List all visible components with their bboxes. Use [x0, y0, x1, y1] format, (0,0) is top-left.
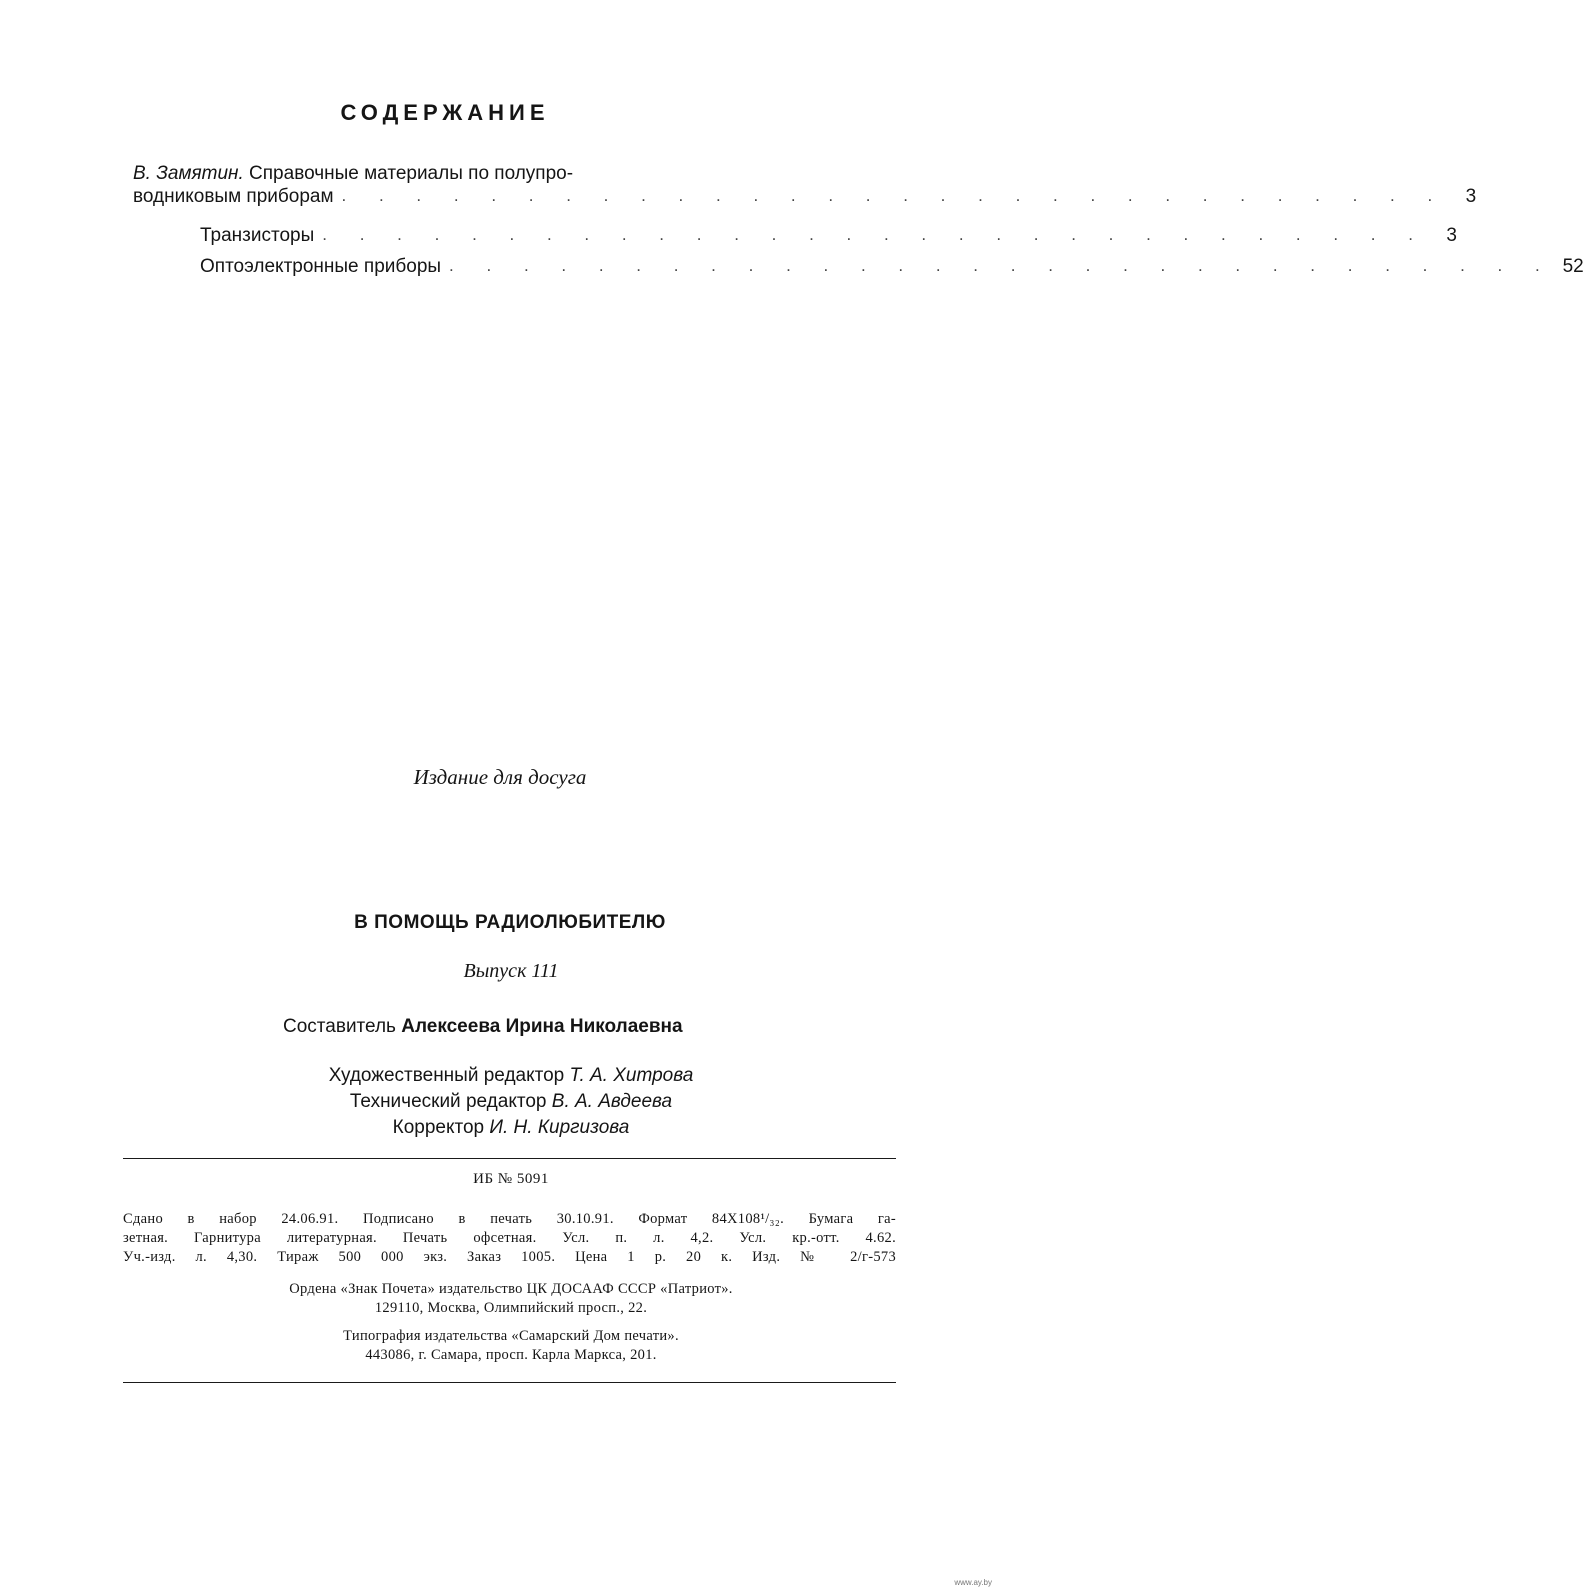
credits-block: [0, 1063, 1022, 1141]
imprint-top-rule: [123, 1158, 896, 1159]
toc-leader-dots: . . . . . . . . . . . . . . . . . . . . . . . . . . . . . .: [341, 186, 1447, 205]
toc-sub-page: 52: [1562, 256, 1584, 277]
printer-block: [0, 1327, 1022, 1365]
toc-sub-entry: [200, 225, 1457, 247]
credit-role: Корректор: [392, 1117, 485, 1138]
imprint-details: [123, 1210, 896, 1267]
watermark: www.ay.by: [954, 1578, 992, 1587]
publisher-line: Ордена «Знак Почета» издательство ЦК ДОСААФ СССР «Патриот».: [289, 1281, 733, 1297]
toc-author: В. Замятин.: [133, 163, 244, 184]
series-title: В ПОМОЩЬ РАДИОЛЮБИТЕЛЮ: [354, 912, 666, 933]
publisher-line: 129110, Москва, Олимпийский просп., 22.: [374, 1300, 648, 1316]
toc-main-entry-line1: [133, 163, 573, 185]
ib-number: ИБ № 5091: [473, 1171, 549, 1187]
credit-name: В. А. Авдеева: [551, 1091, 673, 1112]
imprint-details-line: зетная. Гарнитура литературная. Печать офсетная. Усл. п. л. 4,2. Усл. кр.-отт. 4.62.: [123, 1230, 896, 1246]
toc-leader-dots: . . . . . . . . . . . . . . . . . . . . . . . . . . . . . .: [322, 225, 1427, 244]
edition-type: Издание для досуга: [413, 765, 587, 789]
toc-main-entry-line2: [133, 186, 1477, 208]
issue-number: Выпуск 111: [463, 960, 559, 982]
credit-role: Художественный редактор: [328, 1065, 565, 1086]
credit-name: И. Н. Киргизова: [489, 1117, 630, 1138]
compiler-label: Составитель: [283, 1016, 396, 1037]
toc-sub-title: Оптоэлектронные приборы: [200, 256, 442, 277]
credit-line: [0, 1115, 1022, 1141]
credit-name: Т. А. Хитрова: [569, 1065, 694, 1086]
imprint-details-line: Уч.-изд. л. 4,30. Тираж 500 000 экз. Заказ 1005. Цена 1 р. 20 к. Изд. № 2/г-573: [123, 1249, 896, 1265]
toc-sub-page: 3: [1446, 225, 1457, 246]
compiler-line: [283, 1016, 683, 1038]
toc-main-title-part2: водниковым приборам: [133, 186, 334, 207]
credit-line: [0, 1089, 1022, 1115]
toc-sub-entry: [200, 256, 1584, 278]
imprint-details-line: Сдано в набор 24.06.91. Подписано в печать 30.10.91. Формат 84Х108¹/₃₂. Бумага га-: [123, 1211, 896, 1227]
contents-heading: СОДЕРЖАНИЕ: [340, 100, 550, 125]
printer-line: Типография издательства «Самарский Дом печати».: [343, 1328, 679, 1344]
toc-leader-dots: . . . . . . . . . . . . . . . . . . . . . . . . . . . . . .: [449, 256, 1554, 275]
credit-role: Технический редактор: [349, 1091, 547, 1112]
compiler-name: Алексеева Ирина Николаевна: [401, 1016, 683, 1037]
toc-sub-title: Транзисторы: [200, 225, 315, 246]
imprint-bottom-rule: [123, 1382, 896, 1383]
publisher-block: [0, 1280, 1022, 1318]
toc-main-page: 3: [1465, 186, 1477, 207]
credit-line: [0, 1063, 1022, 1089]
printer-line: 443086, г. Самара, просп. Карла Маркса, 201.: [365, 1347, 657, 1363]
toc-main-title-part1: Справочные материалы по полупро-: [249, 163, 574, 184]
